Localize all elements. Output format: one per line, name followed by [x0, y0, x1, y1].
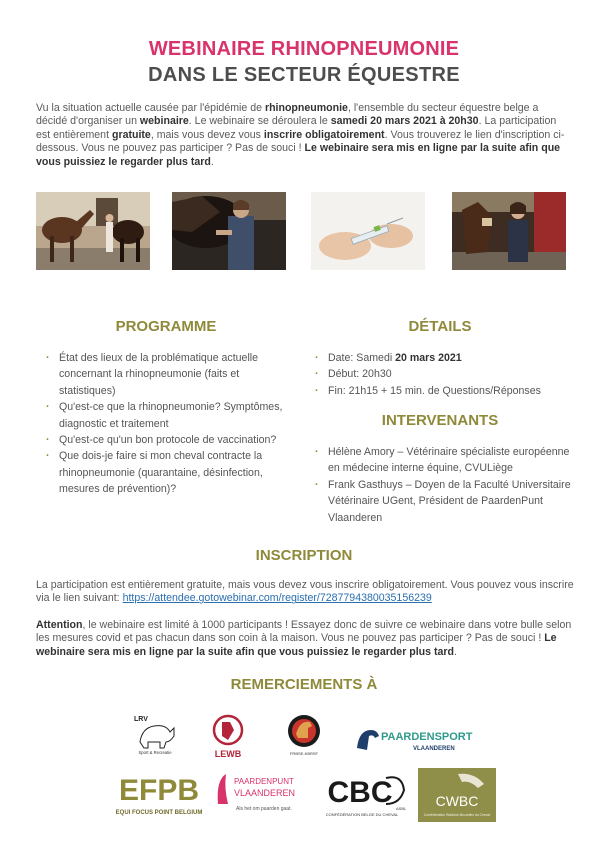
photo-woman-horse-stable	[452, 192, 566, 270]
speakers-heading: INTERVENANTS	[381, 412, 499, 429]
list-item: · État des lieux de la problématique actuelle concernant la rhinopneumonie (faits et statistiques)	[46, 350, 296, 399]
registration-link[interactable]: https://attendee.gotowebinar.com/register/7287794380035156239	[122, 592, 432, 605]
cwbc-logo	[418, 768, 496, 822]
svg-text:Confédération Wallonie-Bruxell: Confédération Wallonie-Bruxelles du Cheval	[423, 813, 491, 817]
efpb-logo	[110, 770, 208, 818]
list-item: · Que dois-je faire si mon cheval contracte la rhinopneumonie (quarantaine, désinfection, mesures de prévention)?	[46, 448, 296, 497]
lewb-logo	[208, 712, 248, 760]
inscription-paragraph: La participation est entièrement gratuite, mais vous devez vous inscrire obligatoirement. Vous pouvez vous inscrire via le lien suivant: https://attendee.gotowebinar.com/register/7287794380035156239	[36, 579, 574, 605]
svg-text:VLAANDEREN: VLAANDEREN	[234, 788, 296, 798]
speakers-list	[315, 444, 577, 526]
speaker-item: · Frank Gasthuys – Doyen de la Faculté Universitaire Vétérinaire UGent, Président de PaardenPunt Vlaanderen	[315, 477, 577, 526]
svg-text:FRBSE-KBRSF: FRBSE-KBRSF	[289, 751, 319, 756]
detail-date: · Date: Samedi 20 mars 2021	[315, 350, 575, 366]
page-subtitle: DANS LE SECTEUR ÉQUESTRE	[148, 64, 460, 86]
list-item: · Qu'est-ce qu'un bon protocole de vaccination?	[46, 432, 296, 448]
photo-vaccine-syringe	[311, 192, 425, 270]
paardenpunt-vlaanderen-logo	[214, 770, 306, 818]
details-heading: DÉTAILS	[408, 318, 472, 335]
svg-text:PAARDENPUNT: PAARDENPUNT	[234, 777, 294, 786]
programme-heading: PROGRAMME	[115, 318, 217, 335]
svg-text:PAARDENSPORT: PAARDENSPORT	[381, 731, 473, 743]
lrv-logo	[130, 712, 180, 756]
programme-list	[46, 350, 296, 498]
svg-text:Als het om paarden gaat.: Als het om paarden gaat.	[236, 806, 292, 812]
detail-start: · Début: 20h30	[315, 366, 575, 382]
thanks-heading: REMERCIEMENTS À	[230, 676, 378, 693]
attention-paragraph: Attention, le webinaire est limité à 1000 participants ! Essayez donc de suivre ce webinaire dans votre bulle selon les mesures covid et pas chacun dans son coin à la maison. Vous ne pouvez pas participer ? Pas de souci ! Le webinaire sera mis en ligne par la suite afin que vous puissiez le regarder plus tard.	[36, 619, 572, 658]
detail-end: · Fin: 21h15 + 15 min. de Questions/Réponses	[315, 383, 575, 399]
page-title: WEBINAIRE RHINOPNEUMONIE	[148, 38, 460, 60]
frbse-logo	[284, 712, 324, 758]
photo-veterinarian-horse	[172, 192, 286, 270]
svg-text:VLAANDEREN: VLAANDEREN	[413, 746, 455, 752]
svg-text:ASBL: ASBL	[396, 806, 407, 811]
photo-horses-stable	[36, 192, 150, 270]
intro-paragraph: Vu la situation actuelle causée par l'épidémie de rhinopneumonie, l'ensemble du secteur équestre belge a décidé d'organiser un webinaire. Le webinaire se déroulera le samedi 20 mars 2021 à 20h30. La participation est entièrement gratuite, mais vous devez vous inscrire obligatoirement. Vous trouverez le lien d'inscription ci-dessous. Vous ne pouvez pas participer ? Pas de souci ! Le webinaire sera mis en ligne par la suite afin que vous puissiez le regarder plus tard.	[36, 102, 565, 168]
paardensport-vlaanderen-logo	[355, 724, 473, 756]
svg-text:CONFÉDÉRATION BELGE DU CHEVAL: CONFÉDÉRATION BELGE DU CHEVAL	[325, 812, 399, 817]
speaker-item: · Hélène Amory – Vétérinaire spécialiste européenne en médecine interne équine, CVULiège	[315, 444, 577, 477]
details-list	[315, 350, 575, 399]
svg-text:LEWB: LEWB	[214, 749, 242, 759]
svg-text:Sport & Recreatie: Sport & Recreatie	[138, 750, 172, 755]
svg-text:CWBC: CWBC	[435, 793, 479, 809]
svg-text:EFPB: EFPB	[118, 774, 200, 807]
svg-text:LRV: LRV	[134, 716, 148, 723]
inscription-heading: INSCRIPTION	[255, 547, 353, 564]
svg-text:CBC: CBC	[327, 776, 393, 809]
cbc-logo	[316, 770, 408, 818]
svg-text:EQUI FOCUS POINT BELGIUM: EQUI FOCUS POINT BELGIUM	[115, 810, 203, 816]
list-item: · Qu'est-ce que la rhinopneumonie? Symptômes, diagnostic et traitement	[46, 399, 296, 432]
